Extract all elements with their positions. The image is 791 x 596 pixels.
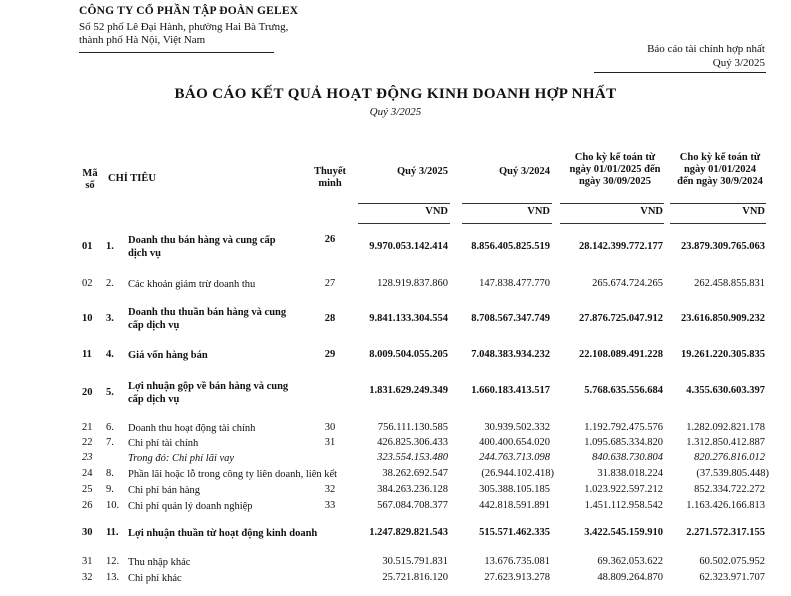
value-ytd-2024: (37.539.805.448) [696, 468, 769, 479]
value-q3-2025: 38.262.692.547 [382, 468, 448, 479]
value-q3-2024: 515.571.462.335 [479, 527, 550, 538]
header-rule-right [594, 72, 766, 73]
row-label: Chi phí khác [128, 573, 182, 584]
value-q3-2025: 1.831.629.249.349 [369, 385, 448, 396]
table-row [0, 556, 791, 570]
row-code: 22 [82, 437, 93, 448]
table-row [0, 278, 791, 292]
unit-rule-top-2 [462, 203, 552, 204]
col-ytd-2025-header [560, 152, 670, 188]
unit-rule-bottom-3 [560, 223, 664, 224]
table-row [0, 306, 791, 334]
value-ytd-2025: 1.095.685.334.820 [584, 437, 663, 448]
row-code: 11 [82, 349, 92, 360]
row-label-line1: Doanh thu bán hàng và cung cấp [128, 235, 276, 246]
row-code: 31 [82, 556, 93, 567]
table-row [0, 527, 791, 541]
table-row [0, 380, 791, 408]
value-q3-2025: 30.515.791.831 [382, 556, 448, 567]
row-label: Chi phí quản lý doanh nghiệp [128, 501, 253, 512]
value-ytd-2024: 820.276.816.012 [694, 452, 765, 463]
row-number: 7. [106, 437, 114, 448]
value-q3-2025: 384.263.236.128 [377, 484, 448, 495]
value-q3-2024: 244.763.713.098 [479, 452, 550, 463]
unit-rule-top-3 [560, 203, 664, 204]
col-item-header: CHỈ TIÊU [108, 173, 156, 184]
report-type: Báo cáo tài chính hợp nhất [647, 43, 765, 55]
value-q3-2025: 9.970.053.142.414 [369, 241, 448, 252]
row-number: 12. [106, 556, 120, 567]
value-q3-2025: 567.084.708.377 [377, 500, 448, 511]
row-number: 13. [106, 572, 120, 583]
row-note: 26 [324, 234, 336, 245]
value-q3-2024: 305.388.105.185 [479, 484, 550, 495]
value-ytd-2025: 1.192.792.475.576 [584, 422, 663, 433]
value-q3-2024: (26.944.102.418) [481, 468, 554, 479]
value-q3-2024: 8.708.567.347.749 [471, 313, 550, 324]
row-label-line1: Doanh thu thuần bán hàng và cung [128, 307, 287, 318]
value-ytd-2024: 19.261.220.305.835 [681, 349, 765, 360]
col-ytd-2025-line2: ngày 01/01/2025 đến [569, 164, 661, 175]
col-note-line1: Thuyết [313, 166, 347, 177]
value-q3-2025: 426.825.306.433 [377, 437, 448, 448]
unit-rule-bottom-2 [462, 223, 552, 224]
col-note-header [300, 166, 360, 190]
report-subtitle: Quý 3/2025 [369, 106, 422, 118]
value-ytd-2024: 23.616.850.909.232 [681, 313, 765, 324]
col-ytd-2024-header [668, 152, 772, 188]
unit-rule-bottom-1 [358, 223, 450, 224]
col-code-header [80, 168, 100, 192]
unit-label-3: VND [640, 206, 663, 217]
value-ytd-2025: 48.809.264.870 [597, 572, 663, 583]
row-label: Lợi nhuận thuần từ hoạt động kinh doanh [128, 528, 318, 539]
row-code: 02 [82, 278, 93, 289]
row-label-line1: Lợi nhuận gộp về bán hàng và cung [128, 381, 289, 392]
value-q3-2024: 27.623.913.278 [484, 572, 550, 583]
row-code: 32 [82, 572, 93, 583]
value-ytd-2025: 1.451.112.958.542 [584, 500, 663, 511]
col-q3-2025-header: Quý 3/2025 [396, 166, 448, 177]
value-ytd-2025: 3.422.545.159.910 [584, 527, 663, 538]
row-label: Phần lãi hoặc lỗ trong công ty liên doanh, liên kết [128, 469, 338, 480]
value-q3-2024: 30.939.502.332 [484, 422, 550, 433]
value-ytd-2025: 22.108.089.491.228 [579, 349, 663, 360]
row-code: 24 [82, 468, 93, 479]
row-note: 33 [324, 500, 336, 511]
value-ytd-2024: 1.282.092.821.178 [686, 422, 765, 433]
value-q3-2025: 25.721.816.120 [382, 572, 448, 583]
row-code: 10 [82, 313, 93, 324]
row-code: 20 [82, 387, 93, 398]
row-label [128, 380, 288, 406]
row-number: 6. [106, 422, 114, 433]
value-q3-2025: 8.009.504.055.205 [369, 349, 448, 360]
row-label: Doanh thu hoạt động tài chính [128, 423, 256, 434]
value-ytd-2024: 852.334.722.272 [694, 484, 765, 495]
row-code: 25 [82, 484, 93, 495]
col-ytd-2024-line3: đến ngày 30/9/2024 [677, 176, 763, 187]
row-label-line2: cấp dịch vụ [128, 320, 180, 331]
row-note: 32 [324, 484, 336, 495]
table-row [0, 572, 791, 586]
company-address-line1: Số 52 phố Lê Đại Hành, phường Hai Bà Trưng, [79, 21, 289, 33]
value-ytd-2024: 1.163.426.166.813 [686, 500, 765, 511]
report-title: BÁO CÁO KẾT QUẢ HOẠT ĐỘNG KINH DOANH HỢP NHẤT [174, 86, 617, 102]
row-number: 4. [106, 349, 114, 360]
value-ytd-2025: 31.838.018.224 [597, 468, 663, 479]
unit-label-2: VND [527, 206, 550, 217]
row-number: 5. [106, 387, 114, 398]
value-ytd-2025: 265.674.724.265 [592, 278, 663, 289]
value-ytd-2024: 23.879.309.765.063 [681, 241, 765, 252]
col-q3-2024-header: Quý 3/2024 [498, 166, 550, 177]
row-code: 23 [82, 452, 93, 463]
row-label-line2: cấp dịch vụ [128, 394, 180, 405]
value-q3-2025: 323.554.153.480 [377, 452, 448, 463]
table-row [0, 349, 791, 363]
value-ytd-2025: 1.023.922.597.212 [584, 484, 663, 495]
value-ytd-2025: 27.876.725.047.912 [579, 313, 663, 324]
row-note: 28 [324, 313, 336, 324]
col-code-line1: Mã [82, 168, 98, 179]
value-ytd-2024: 262.458.855.831 [694, 278, 765, 289]
value-ytd-2025: 840.638.730.804 [592, 452, 663, 463]
row-label: Trong đó: Chi phí lãi vay [128, 453, 235, 464]
table-row [0, 437, 791, 451]
table-row [0, 422, 791, 436]
row-label: Chi phí bán hàng [128, 485, 201, 496]
value-ytd-2024: 1.312.850.412.887 [686, 437, 765, 448]
row-code: 26 [82, 500, 93, 511]
value-q3-2025: 756.111.130.585 [377, 422, 448, 433]
row-label: Giá vốn hàng bán [128, 350, 208, 361]
value-q3-2025: 128.919.837.860 [377, 278, 448, 289]
col-ytd-2025-line1: Cho kỳ kế toán từ [574, 152, 656, 163]
table-row [0, 468, 791, 482]
value-ytd-2024: 60.502.075.952 [699, 556, 765, 567]
col-ytd-2024-line2: ngày 01/01/2024 [683, 164, 757, 175]
row-code: 21 [82, 422, 93, 433]
row-number: 2. [106, 278, 114, 289]
unit-label-1: VND [425, 206, 448, 217]
value-ytd-2025: 69.362.053.622 [597, 556, 663, 567]
row-number: 11. [106, 527, 119, 538]
row-note: 30 [324, 422, 336, 433]
value-q3-2024: 400.400.654.020 [479, 437, 550, 448]
value-q3-2024: 7.048.383.934.232 [471, 349, 550, 360]
value-ytd-2025: 5.768.635.556.684 [584, 385, 663, 396]
table-row [0, 452, 791, 466]
value-ytd-2024: 4.355.630.603.397 [686, 385, 765, 396]
value-q3-2024: 1.660.183.413.517 [471, 385, 550, 396]
header-rule-left [79, 52, 274, 53]
row-label: Chi phí tài chính [128, 438, 199, 449]
row-note: 27 [324, 278, 336, 289]
row-code: 30 [82, 527, 93, 538]
value-q3-2025: 1.247.829.821.543 [369, 527, 448, 538]
unit-rule-bottom-4 [670, 223, 766, 224]
row-note: 29 [324, 349, 336, 360]
company-address-line2: thành phố Hà Nội, Việt Nam [79, 34, 206, 46]
value-ytd-2025: 28.142.399.772.177 [579, 241, 663, 252]
row-label-line2: dịch vụ [128, 248, 161, 259]
value-q3-2024: 13.676.735.081 [484, 556, 550, 567]
col-ytd-2024-line1: Cho kỳ kế toán từ [679, 152, 761, 163]
value-q3-2025: 9.841.133.304.554 [369, 313, 448, 324]
table-row [0, 484, 791, 498]
col-note-line2: minh [318, 178, 342, 189]
unit-rule-top-1 [358, 203, 450, 204]
unit-label-4: VND [742, 206, 765, 217]
table-row [0, 500, 791, 514]
col-code-line2: số [85, 180, 95, 191]
row-number: 1. [106, 241, 114, 252]
row-code: 01 [82, 241, 93, 252]
unit-rule-top-4 [670, 203, 766, 204]
row-label [128, 234, 276, 260]
row-label: Các khoản giảm trừ doanh thu [128, 279, 256, 290]
row-number: 3. [106, 313, 114, 324]
row-label [128, 306, 286, 332]
row-number: 9. [106, 484, 114, 495]
value-ytd-2024: 2.271.572.317.155 [686, 527, 765, 538]
table-row [0, 234, 791, 262]
company-name: CÔNG TY CỔ PHẦN TẬP ĐOÀN GELEX [79, 5, 299, 17]
value-ytd-2024: 62.323.971.707 [699, 572, 765, 583]
value-q3-2024: 442.818.591.891 [479, 500, 550, 511]
row-number: 8. [106, 468, 114, 479]
report-period: Quý 3/2025 [712, 57, 765, 69]
row-number: 10. [106, 500, 120, 511]
row-note: 31 [324, 437, 336, 448]
value-q3-2024: 147.838.477.770 [479, 278, 550, 289]
value-q3-2024: 8.856.405.825.519 [471, 241, 550, 252]
col-ytd-2025-line3: ngày 30/09/2025 [578, 176, 652, 187]
row-label: Thu nhập khác [128, 557, 191, 568]
